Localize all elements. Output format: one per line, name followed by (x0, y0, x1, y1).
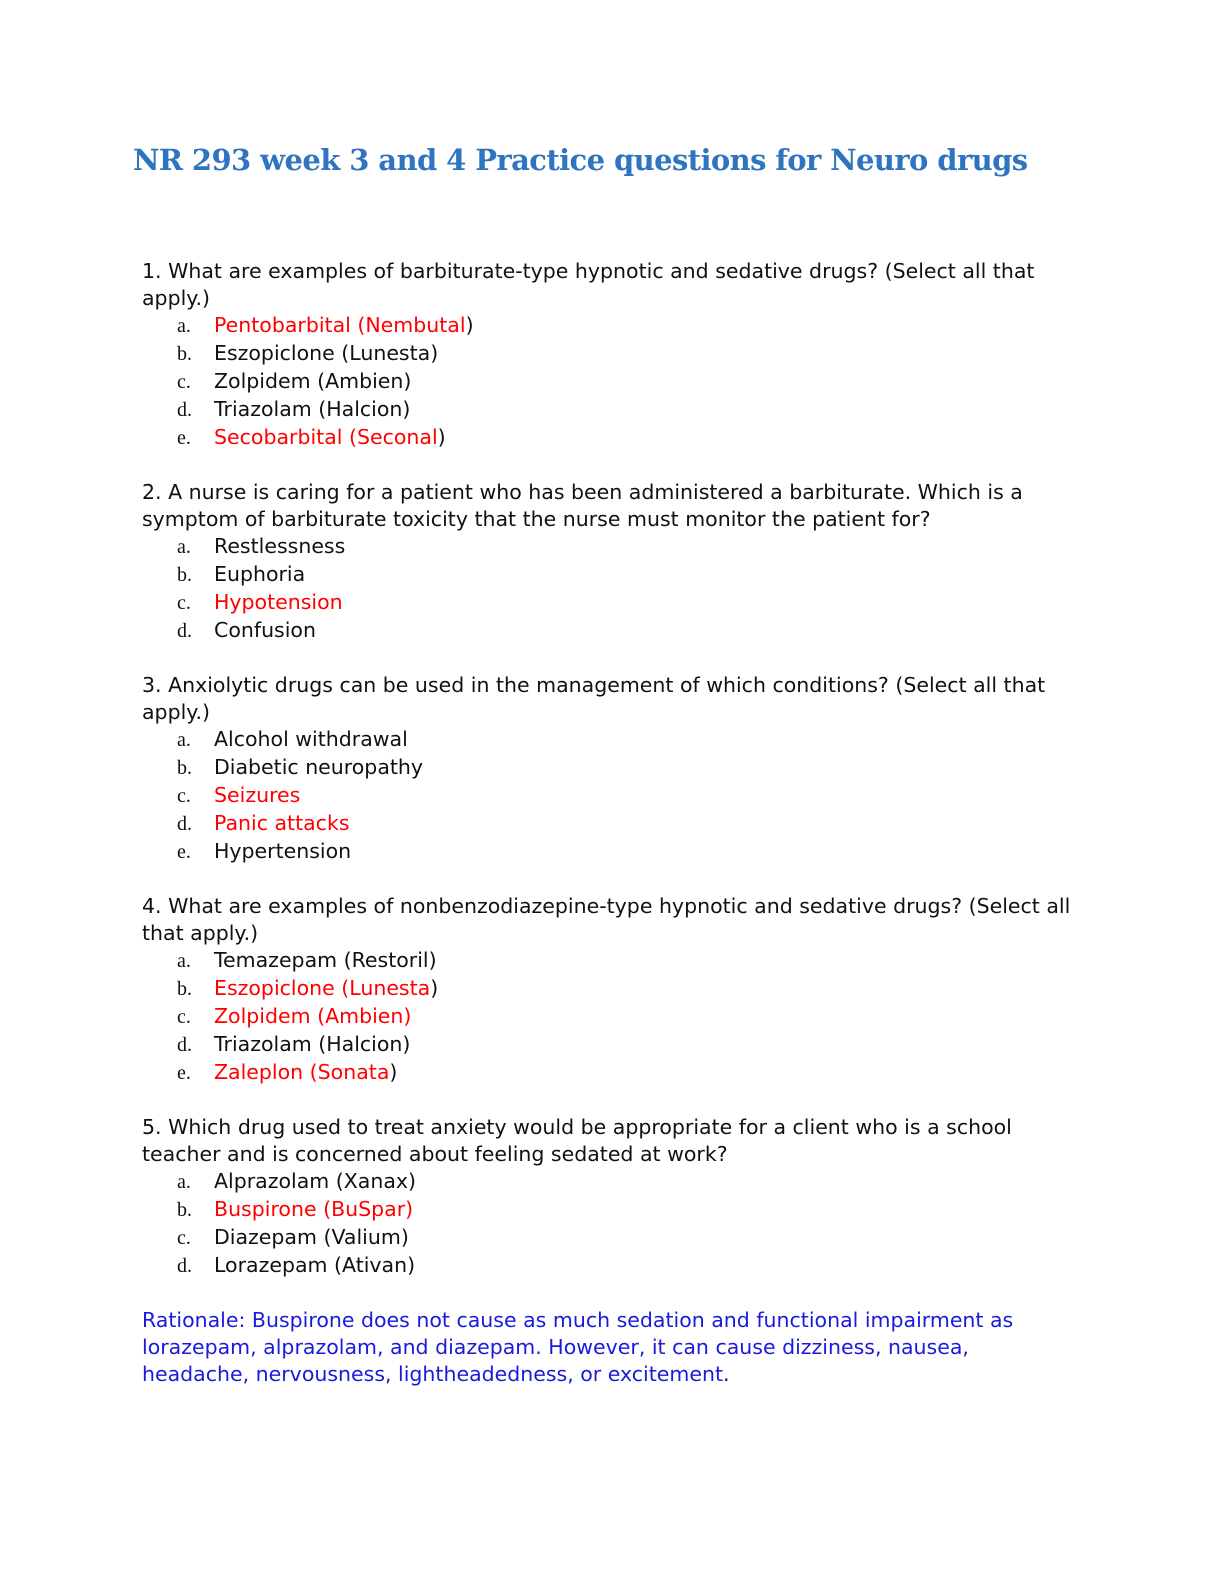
option-text: Temazepam (Restoril) (214, 948, 437, 972)
option-letter: b. (177, 564, 192, 586)
question-text: 5. Which drug used to treat anxiety would be appropriate for a client who is a school teacher and is concerned about feeling sedated at work? (142, 1115, 1012, 1166)
option-item (177, 312, 1072, 340)
option-text: Lorazepam (Ativan) (214, 1253, 416, 1277)
option-letter: a. (177, 1171, 191, 1193)
option-item (177, 810, 1072, 838)
correct-answer-text: Buspirone (BuSpar) (214, 1197, 414, 1221)
option-letter: c. (177, 592, 191, 614)
question-text: 1. What are examples of barbiturate-type hypnotic and sedative drugs? (Select all that apply.) (142, 259, 1035, 310)
correct-answer-text: Pentobarbital (Nembutal (214, 313, 466, 337)
question-text: 3. Anxiolytic drugs can be used in the management of which conditions? (Select all that apply.) (142, 673, 1046, 724)
answer-options (142, 726, 1072, 866)
option-letter: c. (177, 1227, 191, 1249)
option-item (177, 947, 1072, 975)
option-letter: d. (177, 620, 192, 642)
option-text: Zolpidem (Ambien) (214, 369, 412, 393)
correct-answer-text: Zaleplon (Sonata (214, 1060, 390, 1084)
option-letter: e. (177, 427, 191, 449)
option-letter: e. (177, 1062, 191, 1084)
answer-options (142, 947, 1072, 1087)
option-item (177, 340, 1072, 368)
option-item (177, 1196, 1072, 1224)
option-suffix: ) (389, 1060, 398, 1084)
option-text: Triazolam (Halcion) (214, 1032, 411, 1056)
option-item (177, 838, 1072, 866)
option-letter: d. (177, 1255, 192, 1277)
option-item (177, 754, 1072, 782)
question-4 (142, 893, 1072, 1087)
rationale-text: Rationale: Buspirone does not cause as much sedation and functional impairment as lorazepam, alprazolam, and diazepam. However, it can cause dizziness, nausea, headache, nervousness, lightheadedness, or excitement (142, 1308, 1014, 1386)
correct-answer-text: Secobarbital (Seconal (214, 425, 438, 449)
option-item (177, 589, 1072, 617)
option-item (177, 1031, 1072, 1059)
correct-answer-text: Eszopiclone (Lunesta (214, 976, 431, 1000)
answer-options (142, 312, 1072, 452)
question-2 (142, 479, 1072, 645)
option-text: Diazepam (Valium) (214, 1225, 409, 1249)
option-text: Alprazolam (Xanax) (214, 1169, 417, 1193)
option-text: Hypertension (214, 839, 352, 863)
option-text: Confusion (214, 618, 316, 642)
option-item (177, 726, 1072, 754)
question-text: 2. A nurse is caring for a patient who has been administered a barbiturate. Which is a symptom of barbiturate toxicity that the nurse must monitor the patient for? (142, 480, 1023, 531)
option-letter: b. (177, 757, 192, 779)
option-letter: d. (177, 813, 192, 835)
question-5 (142, 1114, 1072, 1280)
rationale-suffix: . (723, 1362, 730, 1386)
option-letter: b. (177, 1199, 192, 1221)
option-letter: b. (177, 978, 192, 1000)
option-letter: c. (177, 371, 191, 393)
correct-answer-text: Zolpidem (Ambien) (214, 1004, 412, 1028)
option-suffix: ) (430, 976, 439, 1000)
option-letter: e. (177, 841, 191, 863)
question-text: 4. What are examples of nonbenzodiazepine-type hypnotic and sedative drugs? (Select all that apply.) (142, 894, 1071, 945)
option-letter: c. (177, 785, 191, 807)
correct-answer-text: Panic attacks (214, 811, 350, 835)
question-list (142, 258, 1072, 1388)
option-text: Restlessness (214, 534, 346, 558)
option-item (177, 368, 1072, 396)
option-suffix: ) (437, 425, 446, 449)
document-title: NR 293 week 3 and 4 Practice questions for Neuro drugs (133, 143, 1028, 177)
option-text: Eszopiclone (Lunesta) (214, 341, 439, 365)
option-text: Alcohol withdrawal (214, 727, 408, 751)
option-item (177, 782, 1072, 810)
option-suffix: ) (465, 313, 474, 337)
option-item (177, 1059, 1072, 1087)
option-letter: d. (177, 399, 192, 421)
option-text: Diabetic neuropathy (214, 755, 424, 779)
correct-answer-text: Seizures (214, 783, 301, 807)
question-1 (142, 258, 1072, 452)
option-item (177, 1003, 1072, 1031)
option-letter: a. (177, 315, 191, 337)
option-letter: a. (177, 536, 191, 558)
option-letter: a. (177, 729, 191, 751)
option-item (177, 1224, 1072, 1252)
option-letter: a. (177, 950, 191, 972)
option-item (177, 1252, 1072, 1280)
option-item (177, 1168, 1072, 1196)
answer-options (142, 533, 1072, 645)
option-item (177, 561, 1072, 589)
option-item (177, 617, 1072, 645)
option-letter: c. (177, 1006, 191, 1028)
option-item (177, 533, 1072, 561)
option-item (177, 424, 1072, 452)
option-item (177, 975, 1072, 1003)
option-item (177, 396, 1072, 424)
option-text: Euphoria (214, 562, 306, 586)
option-letter: b. (177, 343, 192, 365)
answer-options (142, 1168, 1072, 1280)
question-3 (142, 672, 1072, 866)
option-letter: d. (177, 1034, 192, 1056)
rationale-paragraph (142, 1307, 1072, 1388)
option-text: Triazolam (Halcion) (214, 397, 411, 421)
correct-answer-text: Hypotension (214, 590, 343, 614)
